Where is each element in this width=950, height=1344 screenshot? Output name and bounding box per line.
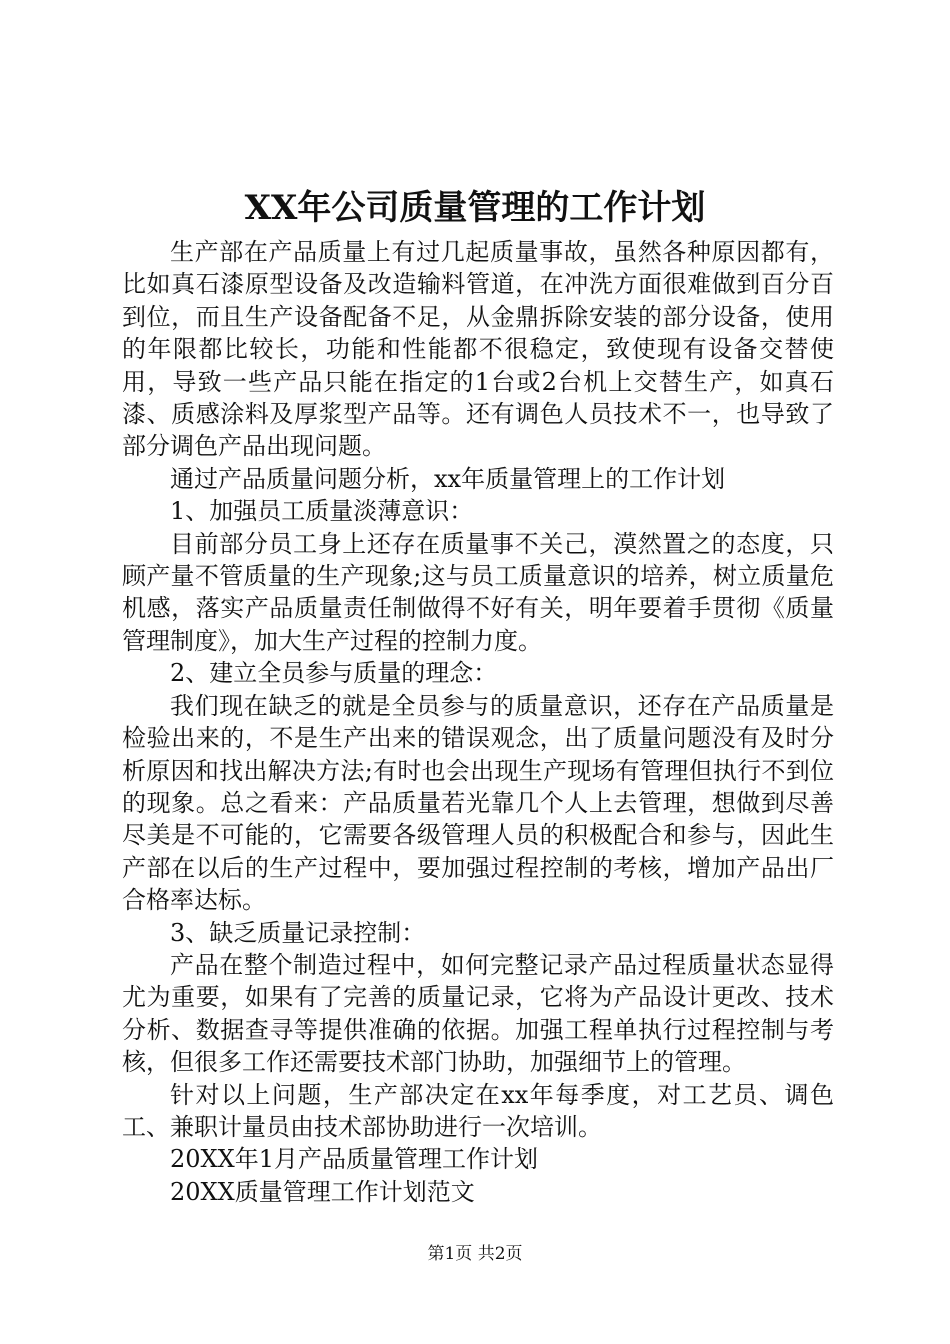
heading-item-1: 1、加强员工质量淡薄意识： [170, 497, 474, 526]
paragraph-training: 针对以上问题，生产部决定在xx年每季度，对工艺员、调色工、兼职计量员由技术部协助进行一次培训。 [122, 1080, 834, 1141]
heading-item-2: 2、建立全员参与质量的理念： [170, 659, 498, 688]
related-link-1: 20XX年1月产品质量管理工作计划 [170, 1145, 538, 1174]
page-number-footer: 第1页 共2页 [427, 1244, 523, 1264]
related-link-2: 20XX质量管理工作计划范文 [170, 1177, 475, 1206]
paragraph-intro: 生产部在产品质量上有过几起质量事故，虽然各种原因都有，比如真石漆原型设备及改造输料管道，在冲洗方面很难做到百分百到位，而且生产设备配备不足，从金鼎拆除安装的部分设备，使用的年限都比较长，功能和性能都不很稳定，致使现有设备交替使用，导致一些产品只能在指定的1台或2台机上交替生产，如真石漆、质感涂料及厚浆型产品等。还有调色人员技术不一，也导致了部分调色产品出现问题。 [122, 238, 834, 461]
paragraph-analysis: 通过产品质量问题分析，xx年质量管理上的工作计划 [170, 464, 726, 493]
paragraph-item-2: 我们现在缺乏的就是全员参与的质量意识，还存在产品质量是检验出来的，不是生产出来的错误观念，出了质量问题没有及时分析原因和找出解决方法;有时也会出现生产现场有管理但执行不到位的现象。总之看来：产品质量若光靠几个人上去管理，想做到尽善尽美是不可能的，它需要各级管理人员的积极配合和参与，因此生产部在以后的生产过程中，要加强过程控制的考核，增加产品出厂合格率达标。 [122, 691, 834, 915]
paragraph-item-1: 目前部分员工身上还存在质量事不关己，漠然置之的态度，只顾产量不管质量的生产现象;这与员工质量意识的培养，树立质量危机感，落实产品质量责任制做得不好有关，明年要着手贯彻《质量管理制度》，加大生产过程的控制力度。 [122, 529, 834, 655]
document-body [122, 236, 834, 1208]
heading-item-3: 3、缺乏质量记录控制： [170, 918, 426, 947]
paragraph-item-3: 产品在整个制造过程中，如何完整记录产品过程质量状态显得尤为重要，如果有了完善的质量记录，它将为产品设计更改、技术分析、数据查寻等提供准确的依据。加强工程单执行过程控制与考核，但很多工作还需要技术部门协助，加强细节上的管理。 [122, 950, 834, 1077]
document-title: XX年公司质量管理的工作计划 [244, 188, 706, 228]
